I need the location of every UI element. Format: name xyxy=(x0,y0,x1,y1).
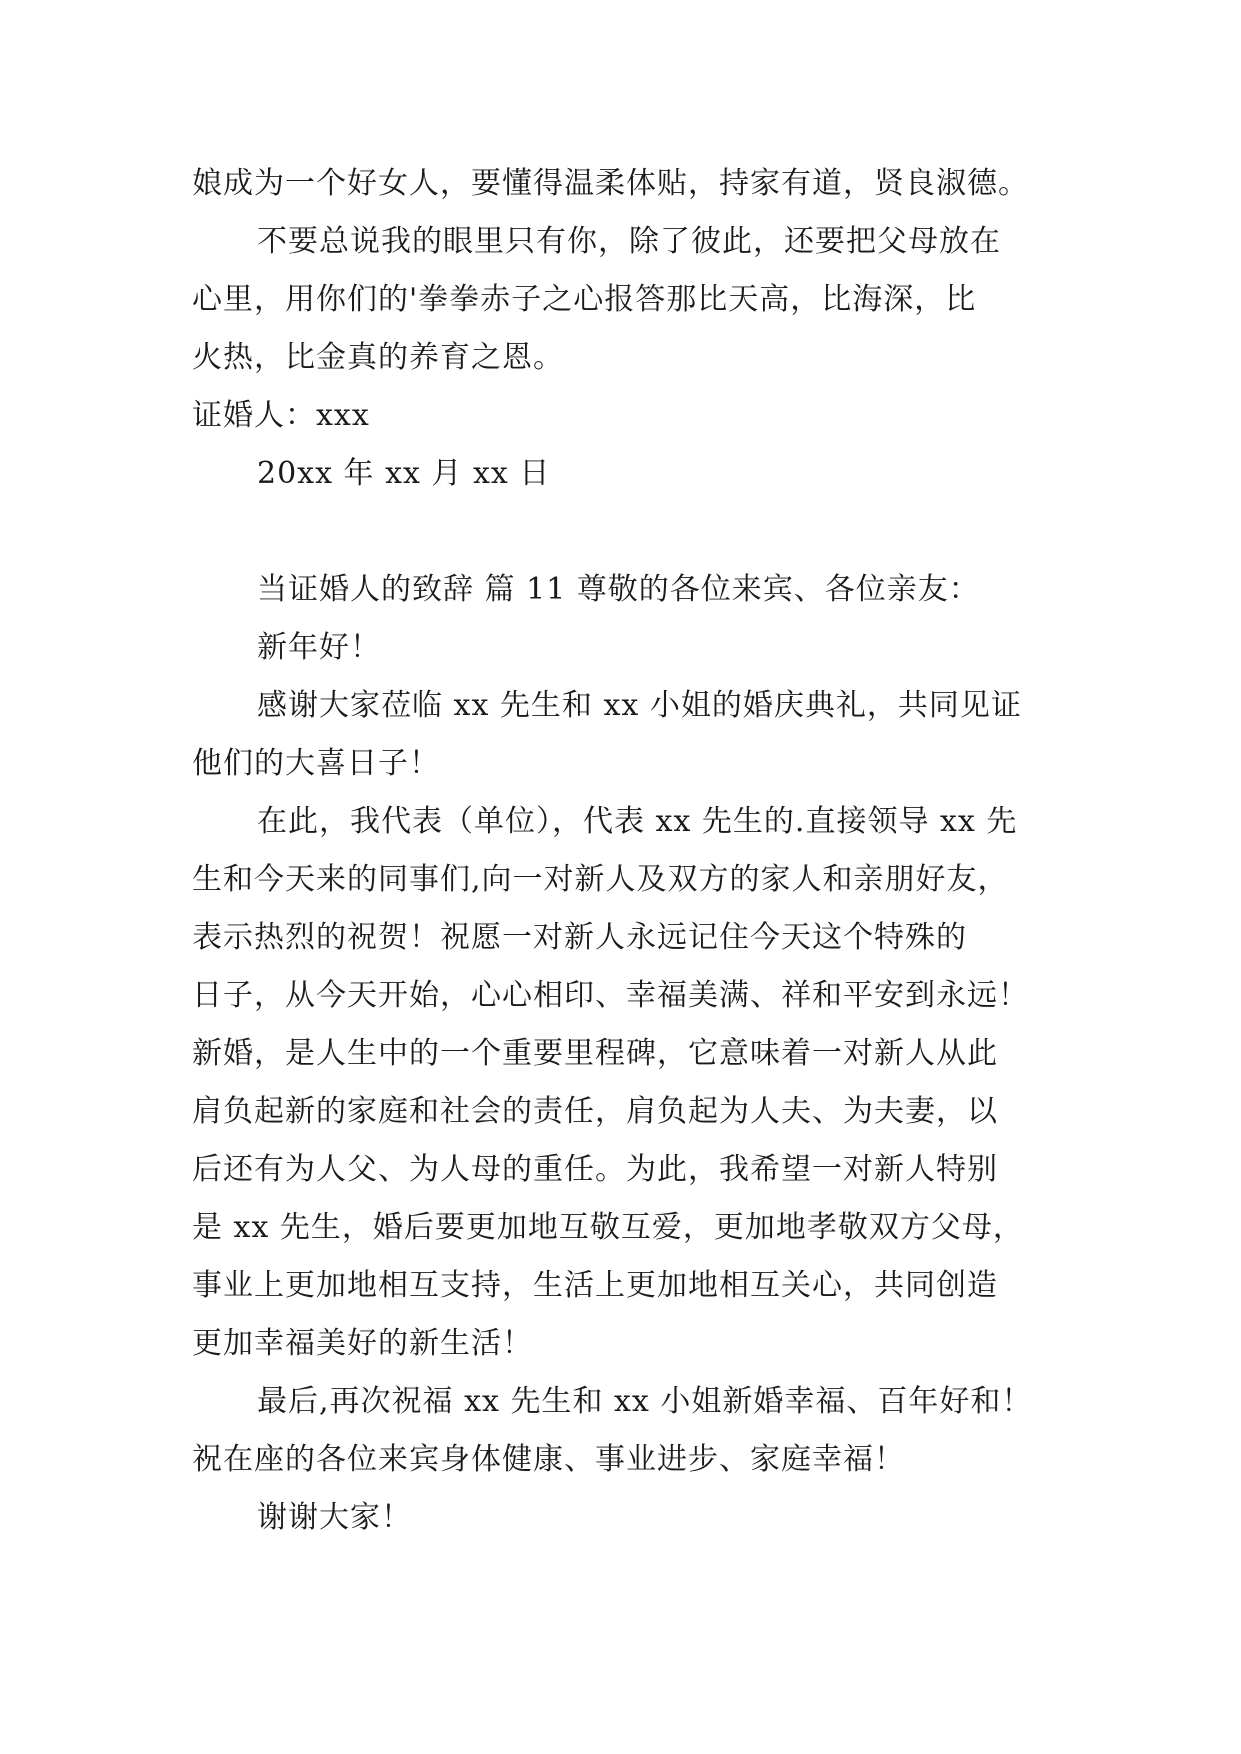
date-line: 20xx 年 xx 月 xx 日 xyxy=(257,456,551,491)
text-line-4: 火热，比金真的养育之恩。 xyxy=(192,340,564,375)
text-line-17: 后还有为人父、为人母的重任。为此，我希望一对新人特别 xyxy=(192,1152,998,1187)
text-line-3: 心里，用你们的'拳拳赤子之心报答那比天高，比海深，比 xyxy=(192,282,977,317)
text-line-18: 是 xx 先生，婚后要更加地互敬互爱，更加地孝敬双方父母， xyxy=(192,1210,1024,1245)
text-line-22: 祝在座的各位来宾身体健康、事业进步、家庭幸福！ xyxy=(192,1442,905,1477)
text-line-21: 最后,再次祝福 xx 先生和 xx 小姐新婚幸福、百年好和！ xyxy=(257,1384,1033,1419)
text-line-9: 感谢大家莅临 xx 先生和 xx 小姐的婚庆典礼，共同见证 xyxy=(257,688,1022,723)
witness-line: 证婚人：xxx xyxy=(192,398,370,433)
text-line-23: 谢谢大家！ xyxy=(257,1500,412,1535)
text-line-16: 肩负起新的家庭和社会的责任，肩负起为人夫、为夫妻，以 xyxy=(192,1094,998,1129)
text-line-2: 不要总说我的眼里只有你，除了彼此，还要把父母放在 xyxy=(257,224,1001,259)
text-line-19: 事业上更加地相互支持，生活上更加地相互关心，共同创造 xyxy=(192,1268,998,1303)
text-line-20: 更加幸福美好的新生活！ xyxy=(192,1326,533,1361)
text-line-10: 他们的大喜日子！ xyxy=(192,746,440,781)
text-line-13: 表示热烈的祝贺！祝愿一对新人永远记住今天这个特殊的 xyxy=(192,920,967,955)
text-line-12: 生和今天来的同事们,向一对新人及双方的家人和亲朋好友， xyxy=(192,862,1009,897)
text-line-11: 在此，我代表（单位），代表 xx 先生的.直接领导 xx 先 xyxy=(257,804,1018,839)
text-line-1: 娘成为一个好女人，要懂得温柔体贴，持家有道，贤良淑德。 xyxy=(192,166,1029,201)
text-line-15: 新婚，是人生中的一个重要里程碑，它意味着一对新人从此 xyxy=(192,1036,998,1071)
section-heading: 当证婚人的致辞 篇 11 尊敬的各位来宾、各位亲友： xyxy=(257,572,980,607)
text-line-14: 日子，从今天开始，心心相印、幸福美满、祥和平安到永远！ xyxy=(192,978,1029,1013)
text-line-8: 新年好！ xyxy=(257,630,381,665)
